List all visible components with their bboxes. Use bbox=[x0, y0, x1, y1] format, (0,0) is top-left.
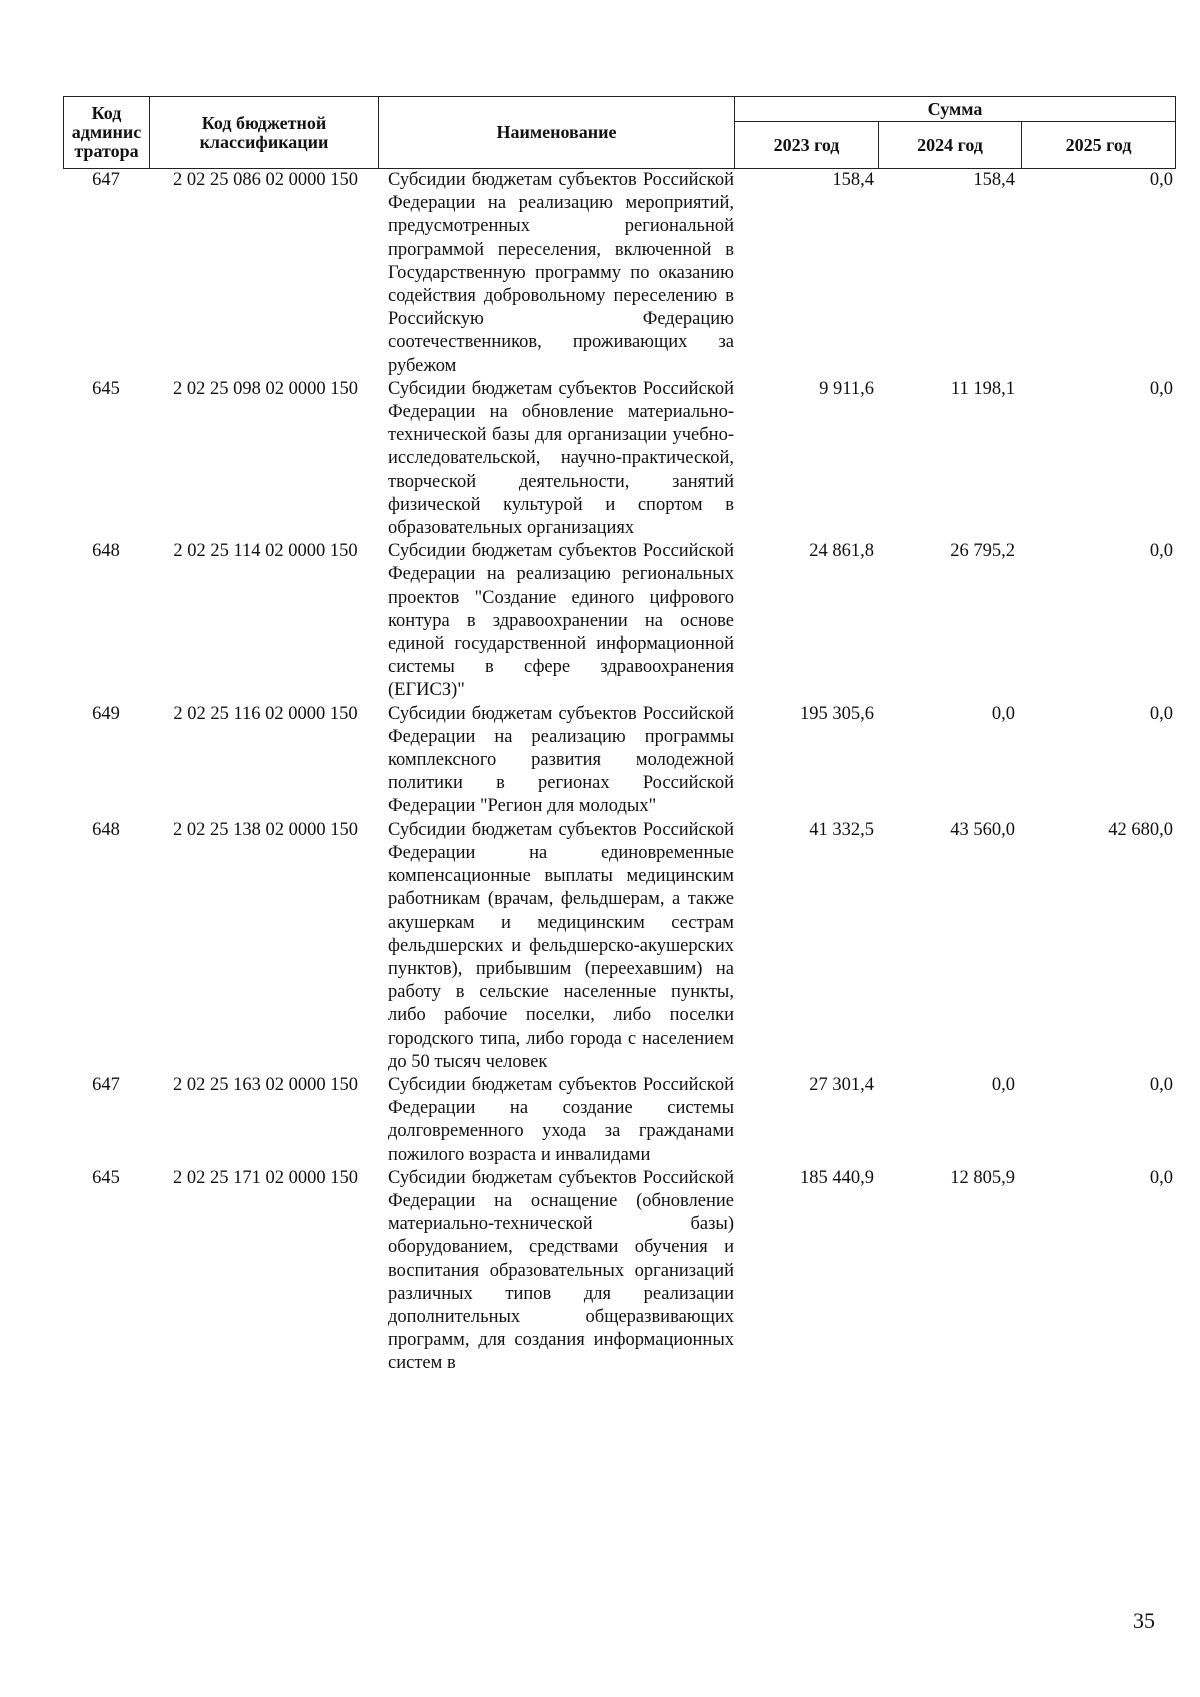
budget-code: 2 02 25 086 02 0000 150 bbox=[173, 170, 358, 190]
amount-2025: 42 680,0 bbox=[1108, 819, 1173, 840]
admin-code: 649 bbox=[92, 703, 120, 724]
row-name: Субсидии бюджетам субъектов Российской Федерации на оснащение (обновление материально-технической базы) оборудованием, средствами обучения и воспитания образовательных организаций различных типов для реализации дополнительных общеразвивающих программ, для создания информационных систем в bbox=[388, 1167, 734, 1374]
budget-code: 2 02 25 114 02 0000 150 bbox=[173, 541, 358, 562]
amount-2023: 24 861,8 bbox=[809, 541, 874, 562]
header-year-2024: 2024 год bbox=[879, 122, 1022, 169]
budget-table bbox=[63, 96, 1175, 1376]
table-row bbox=[63, 703, 1175, 819]
row-name: Субсидии бюджетам субъектов Российской Федерации на реализацию мероприятий, предусмотренных региональной программой переселения, включенной в Государственную программу по оказанию содействия добровольному переселению в Российскую Федерацию соотечественников, проживающих за рубежом bbox=[388, 170, 734, 376]
page-number: 35 bbox=[1133, 1608, 1155, 1633]
amount-2024: 12 805,9 bbox=[950, 1167, 1015, 1188]
amount-2023: 185 440,9 bbox=[800, 1167, 874, 1188]
header-year-2023: 2023 год bbox=[735, 122, 879, 169]
table-body bbox=[63, 169, 1175, 1376]
table-row bbox=[63, 819, 1175, 1074]
row-name: Субсидии бюджетам субъектов Российской Федерации на реализацию программы комплексного развития молодежной политики в регионах Российской Федерации "Регион для молодых" bbox=[388, 703, 734, 817]
admin-code: 647 bbox=[92, 1074, 120, 1095]
amount-2025: 0,0 bbox=[1149, 1074, 1173, 1095]
budget-code: 2 02 25 138 02 0000 150 bbox=[173, 819, 358, 840]
budget-code: 2 02 25 098 02 0000 150 bbox=[173, 378, 358, 399]
amount-2024: 158,4 bbox=[973, 170, 1015, 190]
amount-2025: 0,0 bbox=[1149, 703, 1173, 724]
table-row bbox=[63, 1167, 1175, 1376]
amount-2024: 0,0 bbox=[991, 703, 1015, 724]
row-name: Субсидии бюджетам субъектов Российской Федерации на создание системы долговременного ухода за гражданами пожилого возраста и инвалидами bbox=[388, 1074, 734, 1165]
amount-2023: 41 332,5 bbox=[809, 819, 874, 840]
admin-code: 648 bbox=[92, 819, 120, 840]
amount-2025: 0,0 bbox=[1149, 378, 1173, 399]
amount-2025: 0,0 bbox=[1149, 541, 1173, 562]
amount-2023: 158,4 bbox=[832, 170, 874, 190]
amount-2024: 43 560,0 bbox=[950, 819, 1015, 840]
budget-code: 2 02 25 116 02 0000 150 bbox=[173, 703, 358, 724]
table-header bbox=[63, 96, 1176, 169]
admin-code: 645 bbox=[92, 1167, 120, 1188]
amount-2023: 9 911,6 bbox=[819, 378, 874, 399]
amount-2024: 0,0 bbox=[991, 1074, 1015, 1095]
amount-2023: 27 301,4 bbox=[809, 1074, 874, 1095]
table-row bbox=[63, 169, 1175, 378]
row-name: Субсидии бюджетам субъектов Российской Федерации на единовременные компенсационные выплаты медицинским работникам (врачам, фельдшерам, а также акушеркам и медицинским сестрам фельдшерских и фельдшерско-акушерских пунктов), прибывшим (переехавшим) на работу в сельские населенные пункты, либо рабочие поселки, либо поселки городского типа, либо города с населением до 50 тысяч человек bbox=[388, 819, 734, 1072]
row-name: Субсидии бюджетам субъектов Российской Федерации на реализацию региональных проектов "Создание единого цифрового контура в здравоохранении на основе единой государственной информационной системы в сфере здравоохранения (ЕГИСЗ)" bbox=[388, 541, 734, 701]
admin-code: 648 bbox=[92, 541, 120, 562]
amount-2024: 11 198,1 bbox=[950, 378, 1015, 399]
admin-code: 647 bbox=[92, 170, 120, 190]
budget-code: 2 02 25 171 02 0000 150 bbox=[173, 1167, 358, 1188]
table-row bbox=[63, 378, 1175, 540]
header-admin-code: Код админис тратора bbox=[64, 97, 150, 169]
amount-2023: 195 305,6 bbox=[800, 703, 874, 724]
amount-2024: 26 795,2 bbox=[950, 541, 1015, 562]
header-name: Наименование bbox=[379, 97, 735, 169]
header-sum: Сумма bbox=[735, 97, 1176, 122]
table-row bbox=[63, 1074, 1175, 1167]
header-year-2025: 2025 год bbox=[1022, 122, 1176, 169]
budget-code: 2 02 25 163 02 0000 150 bbox=[173, 1074, 358, 1095]
amount-2025: 0,0 bbox=[1149, 170, 1173, 190]
header-budget-code: Код бюджетной классификации bbox=[150, 97, 379, 169]
row-name: Субсидии бюджетам субъектов Российской Федерации на обновление материально-технической базы для организации учебно-исследовательской, научно-практической, творческой деятельности, занятий физической культурой и спортом в образовательных организациях bbox=[388, 378, 734, 539]
admin-code: 645 bbox=[92, 378, 120, 399]
amount-2025: 0,0 bbox=[1149, 1167, 1173, 1188]
table-row bbox=[63, 540, 1175, 702]
